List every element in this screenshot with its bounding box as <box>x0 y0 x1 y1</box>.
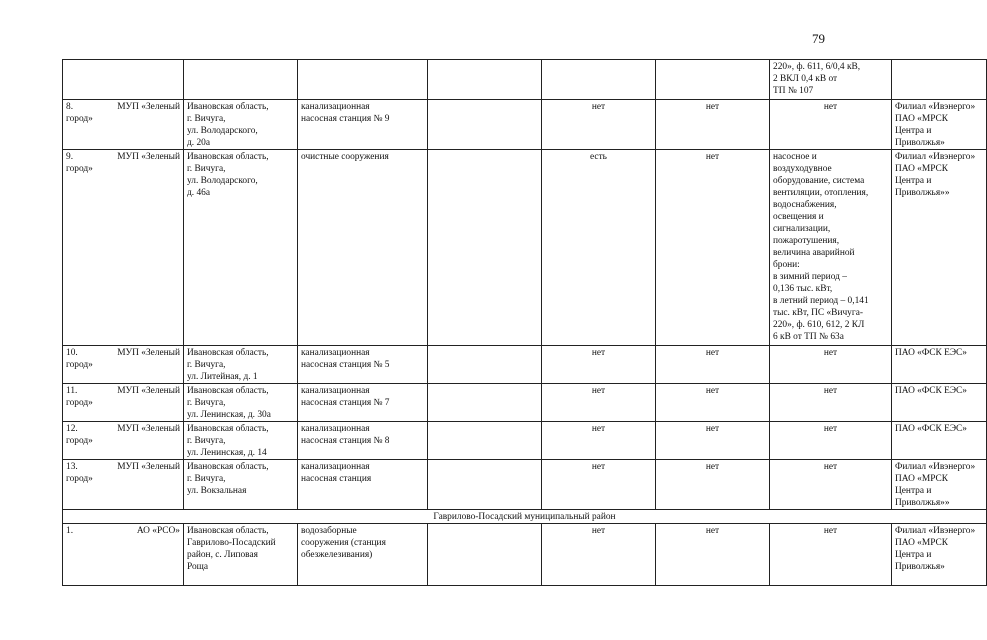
cell-col4 <box>428 384 542 422</box>
organization-name: МУП «Зеленый <box>117 102 180 112</box>
cell-col4 <box>428 150 542 346</box>
table-row <box>63 346 987 384</box>
cell-address <box>184 60 298 100</box>
organization-name-cont: город» <box>66 360 93 370</box>
cell-col7: нет <box>770 100 892 150</box>
cell-col4 <box>428 524 542 586</box>
row-number: 10. <box>66 348 78 358</box>
cell-col5 <box>428 60 542 100</box>
cell-col6: нет <box>542 100 656 150</box>
cell-col6: нет <box>542 346 656 384</box>
table-row <box>63 422 987 460</box>
cell-supplier <box>892 60 987 100</box>
cell-col8: 220», ф. 611, 6/0,4 кВ, 2 ВКЛ 0,4 кВ от ТП № 107 <box>770 60 892 100</box>
facilities-table <box>62 59 987 586</box>
cell-supplier: Филиал «Ивэнерго» ПАО «МРСК Центра и Приволжья»» <box>892 150 987 346</box>
cell-address: Ивановская область, Гаврилово-Посадский район, с. Липовая Роща <box>184 524 298 586</box>
cell-object: канализационная насосная станция <box>298 460 428 510</box>
table-row <box>63 460 987 510</box>
cell-col6b: нет <box>656 524 770 586</box>
cell-col4 <box>428 422 542 460</box>
cell-number-org <box>63 460 184 510</box>
cell-object: канализационная насосная станция № 8 <box>298 422 428 460</box>
row-number: 12. <box>66 424 78 434</box>
table-row <box>63 524 987 586</box>
cell-col6b: нет <box>656 384 770 422</box>
cell-col6 <box>542 60 656 100</box>
table-row <box>63 150 987 346</box>
cell-supplier: Филиал «Ивэнерго» ПАО «МРСК Центра и Приволжья» <box>892 524 987 586</box>
row-number: 1. <box>66 526 74 536</box>
cell-col6: есть <box>542 150 656 346</box>
cell-col6: нет <box>542 524 656 586</box>
organization-name: МУП «Зеленый <box>117 386 180 396</box>
cell-col7 <box>656 60 770 100</box>
table-row <box>63 384 987 422</box>
cell-col6b: нет <box>656 150 770 346</box>
cell-address: Ивановская область, г. Вичуга, ул. Литейная, д. 1 <box>184 346 298 384</box>
organization-name: АО «РСО» <box>136 526 180 536</box>
cell-col6: нет <box>542 422 656 460</box>
cell-number-org <box>63 422 184 460</box>
organization-name: МУП «Зеленый <box>117 462 180 472</box>
cell-col7: нет <box>770 524 892 586</box>
cell-number-org <box>63 100 184 150</box>
cell-col7: нет <box>770 460 892 510</box>
cell-object: канализационная насосная станция № 5 <box>298 346 428 384</box>
organization-name-cont: город» <box>66 474 93 484</box>
organization-name: МУП «Зеленый <box>117 348 180 358</box>
cell-supplier: ПАО «ФСК ЕЭС» <box>892 422 987 460</box>
section-header-row <box>63 510 987 524</box>
cell-col6b: нет <box>656 460 770 510</box>
cell-number-org <box>63 150 184 346</box>
table-row-continued <box>63 60 987 100</box>
cell-supplier: Филиал «Ивэнерго» ПАО «МРСК Центра и Приволжья» <box>892 100 987 150</box>
cell-address: Ивановская область, г. Вичуга, ул. Ленинская, д. 14 <box>184 422 298 460</box>
cell-object: канализационная насосная станция № 9 <box>298 100 428 150</box>
cell-object: очистные сооружения <box>298 150 428 346</box>
cell-number <box>63 60 184 100</box>
cell-address: Ивановская область, г. Вичуга, ул. Вокзальная <box>184 460 298 510</box>
cell-address: Ивановская область, г. Вичуга, ул. Ленинская, д. 30а <box>184 384 298 422</box>
section-title: Гаврилово-Посадский муниципальный район <box>63 510 987 524</box>
cell-object: водозаборные сооружения (станция обезжелезивания) <box>298 524 428 586</box>
cell-col4 <box>428 100 542 150</box>
cell-address: Ивановская область, г. Вичуга, ул. Володарского, д. 46а <box>184 150 298 346</box>
organization-name: МУП «Зеленый <box>117 424 180 434</box>
row-number: 11. <box>66 386 78 396</box>
cell-col7: нет <box>770 384 892 422</box>
organization-name-cont: город» <box>66 398 93 408</box>
cell-address: Ивановская область, г. Вичуга, ул. Володарского, д. 20а <box>184 100 298 150</box>
cell-col6b: нет <box>656 100 770 150</box>
cell-number-org <box>63 346 184 384</box>
cell-col7: насосное и воздуходувное оборудование, система вентиляции, отопления, водоснабжения, освещения и сигнализации, пожаротушения, величина аварийной брони: в зимний период – 0,136 тыс. кВт, в летний период – 0,141 тыс. кВт, ПС «Вичуга- 220», ф. 610, 612, 2 КЛ 6 кВ от ТП № 63а <box>770 150 892 346</box>
organization-name: МУП «Зеленый <box>117 152 180 162</box>
organization-name-cont: город» <box>66 436 93 446</box>
cell-object: канализационная насосная станция № 7 <box>298 384 428 422</box>
cell-number-org <box>63 384 184 422</box>
table-row <box>63 100 987 150</box>
page-number: 79 <box>812 31 825 46</box>
row-number: 8. <box>66 102 74 112</box>
cell-col6b: нет <box>656 346 770 384</box>
row-number: 13. <box>66 462 78 472</box>
cell-col6b: нет <box>656 422 770 460</box>
cell-col6: нет <box>542 460 656 510</box>
cell-col6: нет <box>542 384 656 422</box>
cell-supplier: Филиал «Ивэнерго» ПАО «МРСК Центра и Приволжья»» <box>892 460 987 510</box>
cell-col7: нет <box>770 346 892 384</box>
cell-supplier: ПАО «ФСК ЕЭС» <box>892 346 987 384</box>
row-number: 9. <box>66 152 74 162</box>
cell-col4 <box>428 346 542 384</box>
organization-name-cont: город» <box>66 114 93 124</box>
cell-col7: нет <box>770 422 892 460</box>
cell-supplier: ПАО «ФСК ЕЭС» <box>892 384 987 422</box>
cell-object <box>298 60 428 100</box>
organization-name-cont: город» <box>66 164 93 174</box>
cell-number-org <box>63 524 184 586</box>
cell-col4 <box>428 460 542 510</box>
